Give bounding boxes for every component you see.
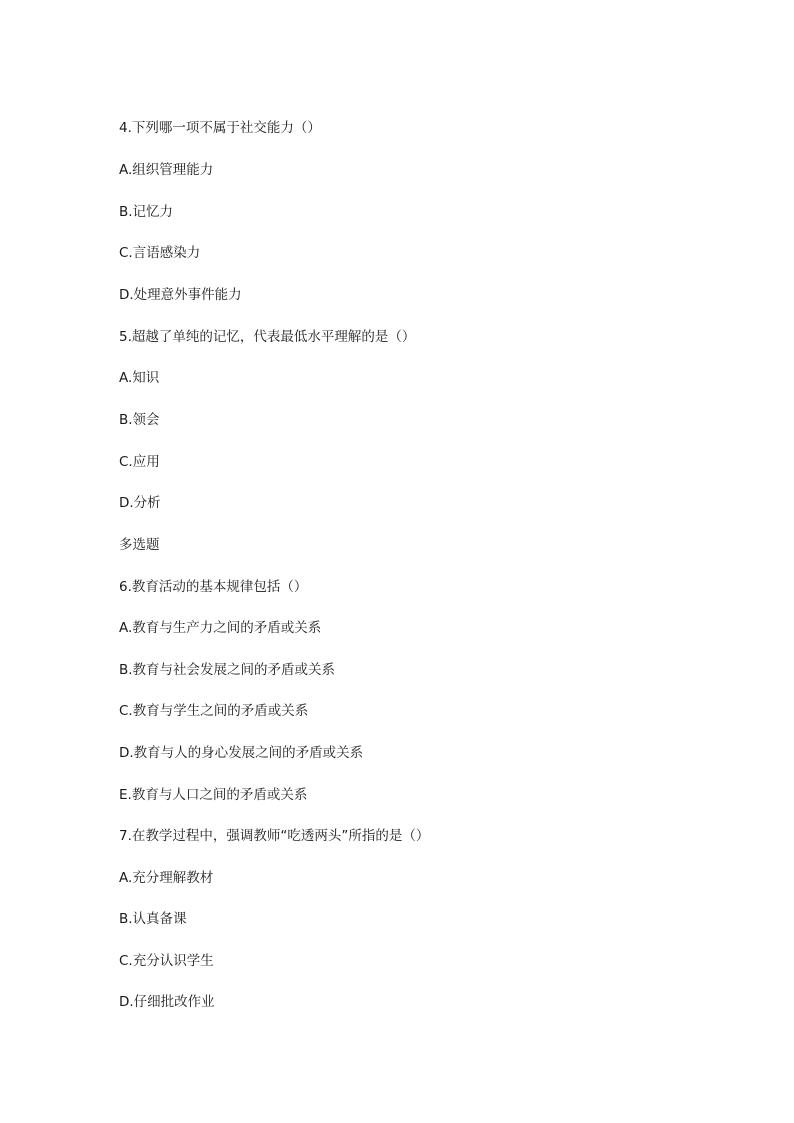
question-7: 7.在教学过程中，强调教师“吃透两头”所指的是（）: [119, 828, 430, 844]
question-6-option-c: C.教育与学生之间的矛盾或关系: [119, 703, 309, 719]
question-4-option-d: D.处理意外事件能力: [119, 287, 242, 303]
question-5-option-a: A.知识: [119, 370, 160, 386]
question-7-option-c: C.充分认识学生: [119, 953, 214, 969]
question-5-option-c: C.应用: [119, 454, 160, 470]
section-heading-multiple-choice: 多选题: [119, 537, 160, 553]
question-4-option-c: C.言语感染力: [119, 245, 201, 261]
question-6-option-b: B.教育与社会发展之间的矛盾或关系: [119, 662, 336, 678]
question-6-option-d: D.教育与人的身心发展之间的矛盾或关系: [119, 745, 364, 761]
question-5: 5.超越了单纯的记忆，代表最低水平理解的是（）: [119, 329, 416, 345]
question-5-option-d: D.分析: [119, 495, 161, 511]
question-7-option-d: D.仔细批改作业: [119, 994, 215, 1010]
question-7-option-a: A.充分理解教材: [119, 870, 214, 886]
question-6-option-a: A.教育与生产力之间的矛盾或关系: [119, 620, 322, 636]
question-7-option-b: B.认真备课: [119, 911, 187, 927]
question-5-option-b: B.领会: [119, 412, 160, 428]
question-4-option-b: B.记忆力: [119, 204, 174, 220]
question-4-option-a: A.组织管理能力: [119, 162, 214, 178]
question-6: 6.教育活动的基本规律包括（）: [119, 579, 308, 595]
question-6-option-e: E.教育与人口之间的矛盾或关系: [119, 787, 308, 803]
question-4: 4.下列哪一项不属于社交能力（）: [119, 120, 321, 136]
